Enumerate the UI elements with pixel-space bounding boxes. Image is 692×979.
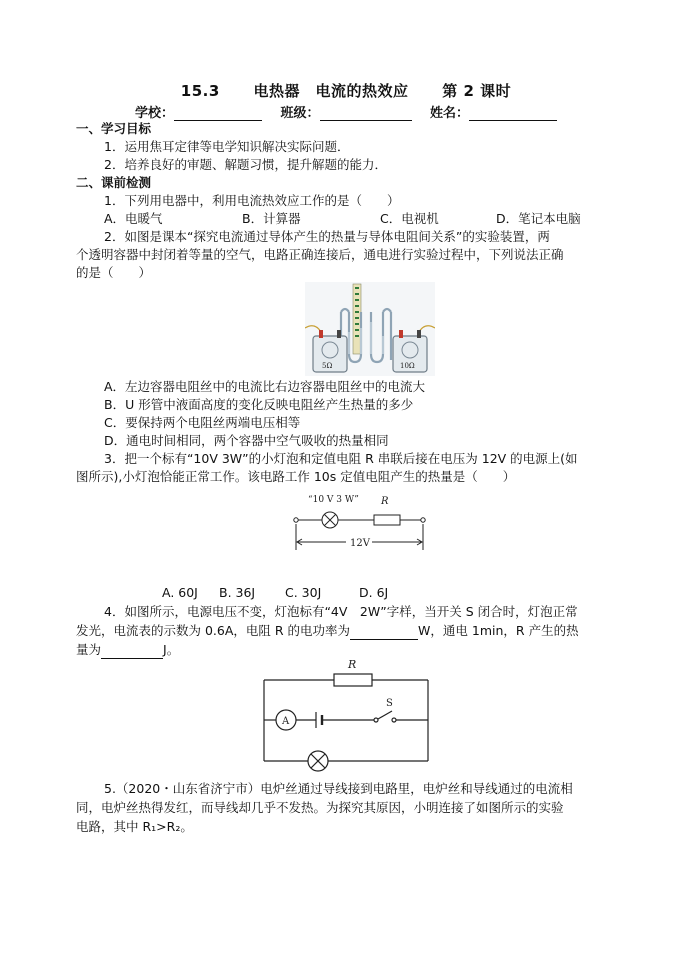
q1-options [104, 210, 581, 228]
q2-option-a: A．左边容器电阻丝中的电流比右边容器电阻丝中的电流大 [104, 379, 426, 394]
q3-bulb-label: “10 V 3 W” [308, 495, 359, 505]
q4-line2 [76, 622, 579, 640]
resistor-symbol [374, 515, 400, 525]
q3-option-a: A. 60J [162, 585, 198, 600]
q2-stem-line3: 的是（ ） [76, 265, 152, 280]
q4-line1: 4．如图所示，电源电压不变，灯泡标有“4V 2W”字样，当开关 S 闭合时，灯泡正常 [104, 604, 578, 619]
q5-stem-line3: 电路，其中 R₁>R₂。 [76, 819, 193, 834]
q2-option-b: B．U 形管中液面高度的变化反映电阻丝产生热量的多少 [104, 397, 414, 412]
section1-heading: 一、学习目标 [76, 121, 152, 136]
q2-apparatus-figure [305, 282, 435, 376]
q2-option-d: D．通电时间相同，两个容器中空气吸收的热量相同 [104, 433, 389, 448]
q4-ammeter-label: A [282, 716, 290, 727]
q4-line2-text-b: W，通电 1min，R 产生的热 [418, 623, 579, 638]
q4-line3-text-a: 量为 [76, 642, 102, 657]
switch-symbol[interactable] [378, 711, 392, 719]
q1-option-b: B．计算器 [242, 211, 301, 226]
q3-stem-line2: 图所示),小灯泡恰能正常工作。该电路工作 10s 定值电阻产生的热量是（ ） [76, 469, 516, 484]
q2-stem-line1: 2．如图是课本“探究电流通过导体产生的热量与导体电阻间关系”的实验装置，两 [104, 229, 550, 244]
name-blank[interactable] [469, 106, 557, 121]
q3-options [162, 584, 388, 602]
q2-option-c: C．要保持两个电阻丝两端电压相等 [104, 415, 301, 430]
q1-option-a: A．电暖气 [104, 211, 163, 226]
q4-resistor-label: R [348, 658, 357, 671]
q4-heat-blank[interactable] [101, 645, 163, 659]
q3-stem-line1: 3．把一个标有“10V 3W”的小灯泡和定值电阻 R 串联后接在电压为 12V 的电源上(如 [104, 451, 578, 466]
topic-title: 电热器 电流的热效应 [253, 82, 409, 100]
q2-label-5ohm: 5Ω [322, 362, 333, 370]
q4-circuit-figure [258, 656, 434, 774]
q4-switch-label: S [386, 698, 393, 709]
objective-2: 2．培养良好的审题、解题习惯，提升解题的能力． [104, 157, 387, 172]
page-title [0, 80, 692, 101]
q1-stem: 1．下列用电器中，利用电流热效应工作的是（ ） [104, 193, 400, 208]
q5-stem-line1: 5.（2020・山东省济宁市）电炉丝通过导线接到电路里，电炉丝和导线通过的电流相 [104, 781, 573, 796]
q3-option-c: C. 30J [285, 585, 322, 600]
resistor-symbol [334, 674, 372, 686]
q4-power-blank[interactable] [350, 626, 418, 640]
school-label: 学校： [134, 106, 174, 121]
objective-1: 1．运用焦耳定律等电学知识解决实际问题． [104, 139, 350, 154]
q3-option-d: D. 6J [359, 585, 389, 600]
student-info [0, 102, 692, 121]
q5-stem-line2: 同，电炉丝热得发红，而导线却几乎不发热。为探究其原因，小明连接了如图所示的实验 [76, 800, 564, 815]
q4-line2-text-a: 发光，电流表的示数为 0.6A，电阻 R 的电功率为 [76, 623, 351, 638]
q3-resistor-label: R [381, 496, 389, 507]
class-label: 班级： [280, 106, 320, 121]
q3-circuit-figure [292, 490, 432, 552]
q1-option-c: C．电视机 [380, 211, 439, 226]
section2-heading: 二、课前检测 [76, 175, 152, 190]
q1-option-d: D．笔记本电脑 [496, 211, 581, 226]
q3-voltage-label: 12V [350, 538, 370, 549]
section-number: 15.3 [180, 82, 220, 100]
q4-line3 [76, 641, 179, 659]
q2-label-10ohm: 10Ω [400, 362, 415, 370]
lesson-label: 第 2 课时 [442, 82, 512, 100]
school-blank[interactable] [174, 106, 262, 121]
class-blank[interactable] [320, 106, 412, 121]
name-label: 姓名： [430, 106, 470, 121]
q2-stem-line2: 个透明容器中封闭着等量的空气，电路正确连接后，通电进行实验过程中，下列说法正确 [76, 247, 564, 262]
q4-line3-text-b: J。 [163, 642, 180, 657]
q3-option-b: B. 36J [219, 585, 256, 600]
